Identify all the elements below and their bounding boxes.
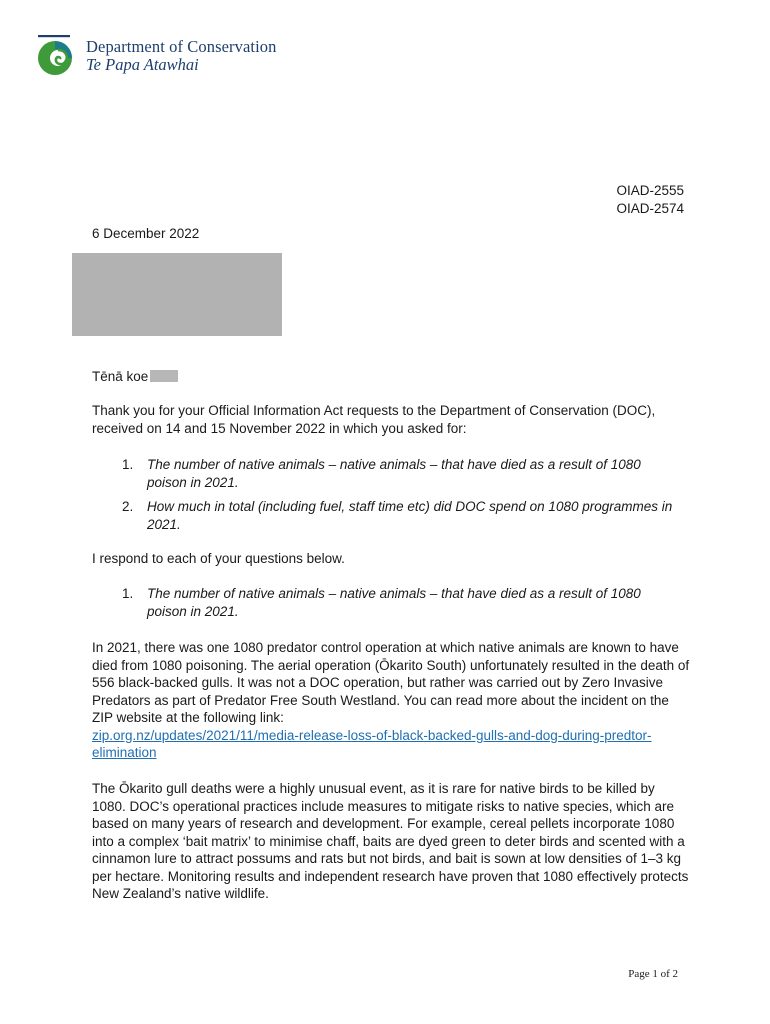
list-item: [122, 498, 682, 533]
greeting: [92, 368, 692, 386]
zip-website-link[interactable]: zip.org.nz/updates/2021/11/media-release-loss-of-black-backed-gulls-and-dog-during-predtor-elimination: [92, 727, 652, 760]
list-item: [122, 585, 682, 620]
answer-paragraph: [92, 639, 692, 762]
list-number: 1.: [122, 586, 134, 601]
list-number: 2.: [122, 499, 134, 514]
gull-deaths-paragraph: The Ōkarito gull deaths were a highly unusual event, as it is rare for native birds to be killed by 1080. DOC’s operational practices include measures to mitigate risks to native species, which are based on many years of research and development. For example, cereal pellets incorporate 1080 into a complex ‘bait matrix’ to minimise chaff, baits are dyed green to deter birds and scented with a cinnamon lure to attract possums and rats but not birds, and bait is sown at low densities of 1–3 kg per hectare. Monitoring results and independent research have proven that 1080 effectively protects New Zealand’s native wildlife.: [92, 781, 689, 901]
greeting-text: Tēnā koe: [92, 369, 149, 384]
request-list: [122, 456, 682, 540]
answer-heading-list: [122, 585, 682, 627]
reference-number: OIAD-2555: [616, 183, 684, 198]
reference-number: OIAD-2574: [616, 201, 684, 216]
page-number: Page 1 of 2: [628, 968, 678, 980]
answer-text: In 2021, there was one 1080 predator control operation at which native animals are known to have died from 1080 poisoning. The aerial operation (Ōkarito South) unfortunately resulted in the death of 556 black-backed gulls. It was not a DOC operation, but rather was carried out by Zero Invasive Predators as part of Predator Free South Westland. You can read more about the incident on the ZIP website at the following link:: [92, 640, 690, 725]
logo-subtitle: Te Papa Atawhai: [86, 55, 199, 74]
doc-koru-logo-icon: [36, 33, 76, 77]
list-item: [122, 456, 682, 491]
list-number: 1.: [122, 457, 134, 472]
list-text: How much in total (including fuel, staff time etc) did DOC spend on 1080 programmes in 2021.: [147, 499, 673, 532]
logo-title: Department of Conservation: [86, 37, 277, 56]
respond-paragraph: I respond to each of your questions below.: [92, 551, 345, 566]
list-text: The number of native animals – native animals – that have died as a result of 1080 poison in 2021.: [147, 457, 641, 490]
answer-heading: The number of native animals – native animals – that have died as a result of 1080 poison in 2021.: [147, 586, 641, 619]
name-redaction-block: [150, 370, 178, 382]
reference-numbers: [616, 182, 684, 218]
doc-logo: [36, 33, 336, 79]
intro-paragraph: Thank you for your Official Information Act requests to the Department of Conservation (DOC), received on 14 and 15 November 2022 in which you asked for:: [92, 403, 656, 436]
letter-date: 6 December 2022: [92, 226, 200, 241]
address-redaction-block: [72, 253, 282, 336]
